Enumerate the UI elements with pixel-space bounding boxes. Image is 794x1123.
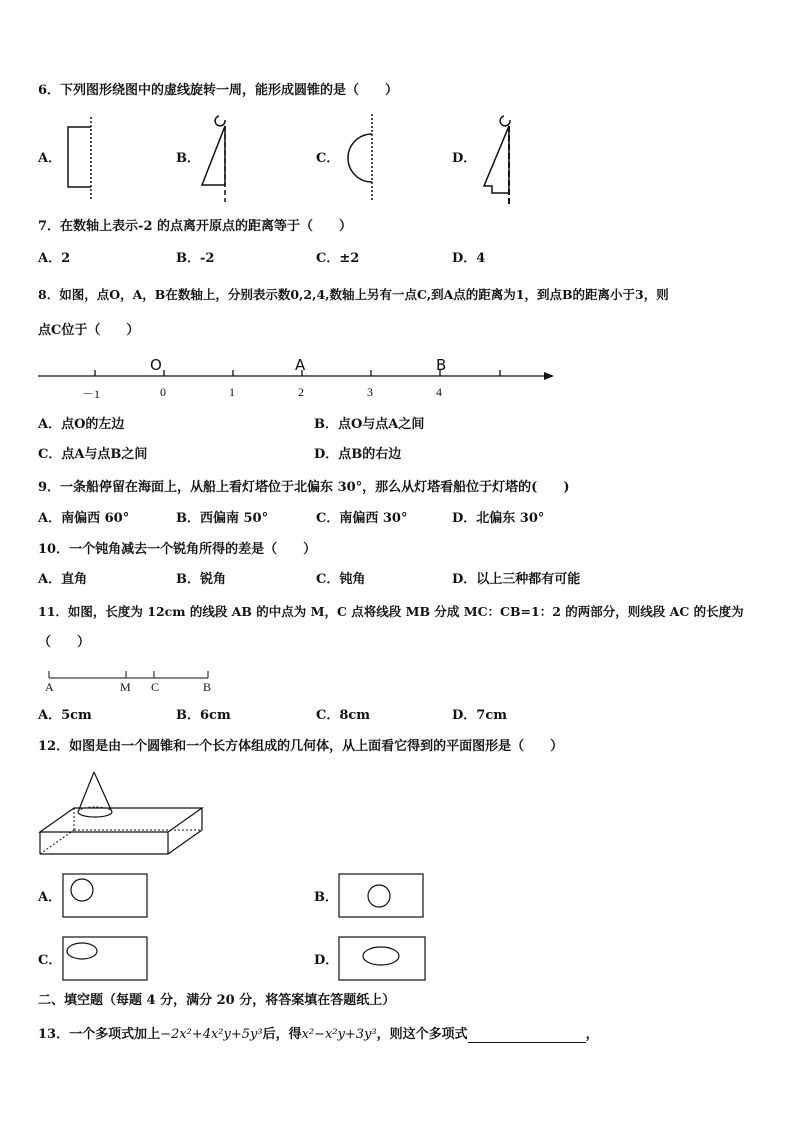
q6-option-b-label: B． (176, 151, 200, 166)
q11-option-b: B．6cm (176, 708, 231, 723)
q8-tick-2: 2 (298, 385, 304, 399)
q12-option-d-label: D． (314, 953, 339, 968)
q13-expression-result: x²−x²y+3y³ (301, 1027, 377, 1042)
q12-option-b-label: B． (314, 890, 338, 905)
q13-end: ， (585, 1027, 599, 1042)
q9-option-b: B．西偏南 50° (176, 511, 269, 526)
q10-option-b: B．锐角 (176, 572, 226, 587)
q8-point-b-label: B (436, 356, 447, 374)
q11-label-a: A (45, 680, 54, 694)
q7-option-d: D．4 (452, 251, 486, 266)
q11-option-c: C．8cm (316, 708, 371, 723)
q11-label-b: B (203, 680, 212, 694)
q12-option-b-figure (338, 873, 424, 919)
question-8-stem-line2: 点C位于（ ） (38, 323, 140, 338)
q6-figure-b (196, 112, 236, 202)
q7-option-b: B．-2 (176, 251, 215, 266)
q12-option-a-label: A． (38, 890, 62, 905)
q11-option-a: A．5cm (38, 708, 92, 723)
question-7-stem: 7．在数轴上表示-2 的点离开原点的距离等于（ ） (38, 219, 353, 234)
q12-option-c-figure (62, 936, 148, 982)
q8-tick-1: 1 (229, 385, 235, 399)
q6-figure-a (60, 115, 100, 200)
q8-option-d: D．点B的右边 (314, 447, 402, 462)
q13-expression-added: −2x²+4x²y+5y³ (160, 1027, 263, 1042)
q8-point-o-label: O (150, 356, 162, 374)
question-6-stem: 6．下列图形绕图中的虚线旋转一周，能形成圆锥的是（ ） (38, 83, 399, 98)
q13-suffix: ，则这个多项式 (376, 1027, 468, 1042)
q7-option-c: C．±2 (316, 251, 360, 266)
q13-prefix: 13．一个多项式加上 (38, 1027, 161, 1042)
q13-answer-blank[interactable] (468, 1030, 586, 1043)
q6-figure-d (478, 112, 523, 204)
q12-option-a-figure (62, 873, 148, 919)
q10-option-c: C．钝角 (316, 572, 366, 587)
q9-option-d: D．北偏东 30° (452, 511, 545, 526)
q6-option-a-label: A． (38, 151, 62, 166)
q7-option-a: A．2 (38, 251, 71, 266)
question-13-stem (38, 1027, 599, 1043)
question-11-stem-line1: 11．如图，长度为 12cm 的线段 AB 的中点为 M，C 点将线段 MB 分成 MC：CB=1：2 的两部分，则线段 AC 的长度为 (38, 604, 744, 619)
q9-option-a: A．南偏西 60° (38, 511, 130, 526)
q6-option-d-label: D． (452, 151, 477, 166)
question-10-stem: 10．一个钝角减去一个锐角所得的差是（ ） (38, 542, 317, 557)
q8-tick-3: 3 (367, 385, 373, 399)
q12-option-c-label: C． (38, 953, 62, 968)
q8-tick-neg1: －1 (82, 387, 101, 401)
q8-tick-0: 0 (160, 385, 166, 399)
q11-label-c: C (151, 680, 160, 694)
q11-label-m: M (120, 680, 131, 694)
q10-option-d: D．以上三种都有可能 (452, 572, 581, 587)
section-2-heading: 二、填空题（每题 4 分，满分 20 分，将答案填在答题纸上） (38, 993, 396, 1008)
q13-middle: 后，得 (262, 1027, 302, 1042)
q8-tick-4: 4 (436, 385, 442, 399)
question-11-stem-line2: （ ） (38, 635, 91, 650)
q11-option-d: D．7cm (452, 708, 507, 723)
q6-figure-c (338, 112, 378, 202)
q9-option-c: C．南偏西 30° (316, 511, 408, 526)
q8-option-a: A．点O的左边 (38, 417, 125, 432)
question-9-stem: 9．一条船停留在海面上，从船上看灯塔位于北偏东 30°，那么从灯塔看船位于灯塔的( ) (38, 480, 570, 495)
q12-solid-figure (38, 768, 208, 860)
q8-point-a-label: A (295, 356, 306, 374)
question-12-stem: 12．如图是由一个圆锥和一个长方体组成的几何体，从上面看它得到的平面图形是（ ） (38, 739, 564, 754)
q8-option-b: B．点O与点A之间 (314, 417, 425, 432)
question-8-stem-line1: 8．如图，点O，A，B在数轴上，分别表示数0,2,4,数轴上另有一点C,到A点的距离为1，到点B的距离小于3，则 (38, 287, 669, 302)
q10-option-a: A．直角 (38, 572, 88, 587)
q8-option-c: C．点A与点B之间 (38, 447, 148, 462)
q6-option-c-label: C． (316, 151, 340, 166)
q12-option-d-figure (338, 936, 426, 982)
